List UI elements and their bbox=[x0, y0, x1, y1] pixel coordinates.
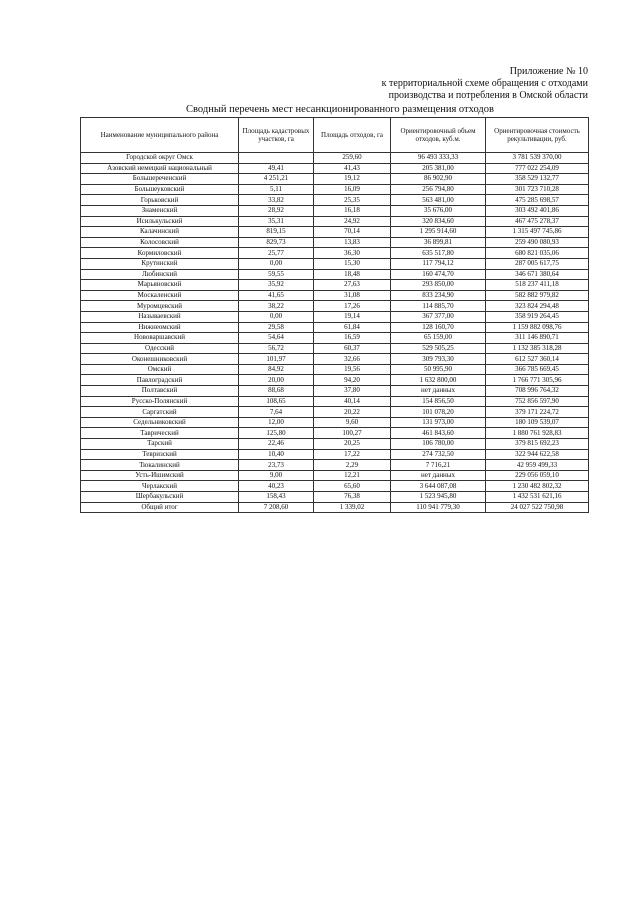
table-row bbox=[81, 163, 589, 174]
column-header-waste-volume: Ориентировочный объем отходов, куб.м. bbox=[391, 118, 486, 153]
cell-reclamation-cost: 180 109 539,07 bbox=[486, 417, 589, 428]
table-row bbox=[81, 174, 589, 185]
cell-waste-area: 20,22 bbox=[314, 407, 391, 418]
cell-cadastral-area: 4 251,21 bbox=[239, 174, 314, 185]
cell-cadastral-area: 59,55 bbox=[239, 269, 314, 280]
cell-waste-volume: нет данных bbox=[391, 386, 486, 397]
cell-waste-area: 31,08 bbox=[314, 290, 391, 301]
cell-district: Крутинский bbox=[81, 258, 239, 269]
table-row bbox=[81, 301, 589, 312]
cell-waste-volume: 256 794,80 bbox=[391, 184, 486, 195]
cell-district: Горьковский bbox=[81, 195, 239, 206]
table-row bbox=[81, 216, 589, 227]
cell-waste-area: 94,20 bbox=[314, 375, 391, 386]
cell-reclamation-cost: 1 766 771 305,96 bbox=[486, 375, 589, 386]
cell-waste-volume: 833 234,90 bbox=[391, 290, 486, 301]
cell-waste-volume: 96 493 333,33 bbox=[391, 153, 486, 164]
table-row bbox=[81, 386, 589, 397]
column-header-waste-area: Площадь отходов, га bbox=[314, 118, 391, 153]
cell-cadastral-area: 29,58 bbox=[239, 322, 314, 333]
cell-reclamation-cost: 467 475 278,37 bbox=[486, 216, 589, 227]
cell-waste-volume: 293 850,00 bbox=[391, 280, 486, 291]
cell-waste-area: 76,38 bbox=[314, 492, 391, 503]
column-header-district: Наименование муниципального района bbox=[81, 118, 239, 153]
cell-district: Омский bbox=[81, 364, 239, 375]
cell-cadastral-area: 7 208,60 bbox=[239, 502, 314, 513]
cell-waste-volume: 7 716,21 bbox=[391, 460, 486, 471]
cell-cadastral-area: 84,92 bbox=[239, 364, 314, 375]
cell-waste-area: 37,80 bbox=[314, 386, 391, 397]
cell-district: Тюкалинский bbox=[81, 460, 239, 471]
cell-waste-volume: 35 676,00 bbox=[391, 205, 486, 216]
cell-district: Калачинский bbox=[81, 227, 239, 238]
cell-reclamation-cost: 346 671 380,64 bbox=[486, 269, 589, 280]
table-row bbox=[81, 269, 589, 280]
cell-cadastral-area: 49,41 bbox=[239, 163, 314, 174]
cell-waste-area: 259,60 bbox=[314, 153, 391, 164]
table-row bbox=[81, 195, 589, 206]
cell-waste-area: 40,14 bbox=[314, 396, 391, 407]
table-header-row bbox=[81, 118, 589, 153]
cell-cadastral-area: 0,00 bbox=[239, 258, 314, 269]
table-row bbox=[81, 343, 589, 354]
cell-district: Любинский bbox=[81, 269, 239, 280]
cell-reclamation-cost: 366 785 669,45 bbox=[486, 364, 589, 375]
cell-reclamation-cost: 1 159 882 098,76 bbox=[486, 322, 589, 333]
table-row bbox=[81, 460, 589, 471]
cell-cadastral-area: 125,80 bbox=[239, 428, 314, 439]
cell-cadastral-area: 9,00 bbox=[239, 470, 314, 481]
cell-cadastral-area: 7,64 bbox=[239, 407, 314, 418]
table-row bbox=[81, 375, 589, 386]
cell-waste-volume: 274 732,50 bbox=[391, 449, 486, 460]
cell-reclamation-cost: 311 146 890,71 bbox=[486, 333, 589, 344]
cell-reclamation-cost: 777 022 254,09 bbox=[486, 163, 589, 174]
cell-cadastral-area: 12,00 bbox=[239, 417, 314, 428]
table-row bbox=[81, 153, 589, 164]
table-row bbox=[81, 396, 589, 407]
cell-district: Исилькульский bbox=[81, 216, 239, 227]
document-title: Сводный перечень мест несанкционированного размещения отходов bbox=[186, 104, 494, 115]
cell-reclamation-cost: 323 824 294,48 bbox=[486, 301, 589, 312]
cell-reclamation-cost: 322 944 622,58 bbox=[486, 449, 589, 460]
cell-reclamation-cost: 42 959 499,33 bbox=[486, 460, 589, 471]
cell-waste-area: 60,37 bbox=[314, 343, 391, 354]
cell-district: Шербакульский bbox=[81, 492, 239, 503]
cell-reclamation-cost: 475 285 698,57 bbox=[486, 195, 589, 206]
cell-waste-volume: 154 856,50 bbox=[391, 396, 486, 407]
cell-district: Марьяновский bbox=[81, 280, 239, 291]
summary-table bbox=[80, 117, 589, 513]
cell-waste-area: 12,21 bbox=[314, 470, 391, 481]
cell-reclamation-cost: 229 056 059,10 bbox=[486, 470, 589, 481]
cell-district: Черлакский bbox=[81, 481, 239, 492]
cell-district: Усть-Ишимский bbox=[81, 470, 239, 481]
cell-cadastral-area: 35,92 bbox=[239, 280, 314, 291]
table-row bbox=[81, 428, 589, 439]
cell-reclamation-cost: 259 490 080,93 bbox=[486, 237, 589, 248]
cell-waste-volume: 1 295 914,60 bbox=[391, 227, 486, 238]
cell-waste-volume: 461 843,60 bbox=[391, 428, 486, 439]
cell-reclamation-cost: 680 821 035,06 bbox=[486, 248, 589, 259]
table-row bbox=[81, 290, 589, 301]
table-row bbox=[81, 417, 589, 428]
cell-waste-volume: 529 505,25 bbox=[391, 343, 486, 354]
cell-cadastral-area: 158,43 bbox=[239, 492, 314, 503]
cell-cadastral-area: 829,73 bbox=[239, 237, 314, 248]
column-header-cadastral-area: Площадь кадастровых участков, га bbox=[239, 118, 314, 153]
cell-waste-area: 17,26 bbox=[314, 301, 391, 312]
cell-waste-area: 19,12 bbox=[314, 174, 391, 185]
cell-district: Русско-Полянский bbox=[81, 396, 239, 407]
table-row bbox=[81, 439, 589, 450]
cell-waste-area: 2,29 bbox=[314, 460, 391, 471]
cell-waste-area: 16,09 bbox=[314, 184, 391, 195]
cell-waste-volume: 205 381,00 bbox=[391, 163, 486, 174]
appendix-subtitle-line1: к территориальной схеме обращения с отходами bbox=[381, 78, 588, 89]
cell-waste-volume: 1 523 945,80 bbox=[391, 492, 486, 503]
table-row bbox=[81, 322, 589, 333]
cell-waste-area: 17,22 bbox=[314, 449, 391, 460]
cell-cadastral-area: 38,22 bbox=[239, 301, 314, 312]
cell-waste-area: 27,63 bbox=[314, 280, 391, 291]
table-row bbox=[81, 470, 589, 481]
cell-waste-area: 19,56 bbox=[314, 364, 391, 375]
table-row bbox=[81, 492, 589, 503]
cell-waste-area: 1 339,02 bbox=[314, 502, 391, 513]
cell-waste-area: 70,14 bbox=[314, 227, 391, 238]
cell-reclamation-cost: 582 882 979,82 bbox=[486, 290, 589, 301]
cell-waste-area: 24,92 bbox=[314, 216, 391, 227]
table-row bbox=[81, 407, 589, 418]
cell-reclamation-cost: 1 432 531 621,16 bbox=[486, 492, 589, 503]
cell-waste-volume: 320 834,60 bbox=[391, 216, 486, 227]
cell-reclamation-cost: 379 171 224,72 bbox=[486, 407, 589, 418]
cell-waste-volume: 635 517,80 bbox=[391, 248, 486, 259]
cell-district: Тевризский bbox=[81, 449, 239, 460]
cell-waste-volume: 65 159,00 bbox=[391, 333, 486, 344]
cell-reclamation-cost: 612 527 360,14 bbox=[486, 354, 589, 365]
cell-waste-volume: 128 160,70 bbox=[391, 322, 486, 333]
cell-waste-volume: 309 793,30 bbox=[391, 354, 486, 365]
cell-district: Саргатский bbox=[81, 407, 239, 418]
cell-cadastral-area: 33,82 bbox=[239, 195, 314, 206]
cell-cadastral-area: 23,73 bbox=[239, 460, 314, 471]
cell-waste-area: 32,66 bbox=[314, 354, 391, 365]
cell-waste-volume: 160 474,70 bbox=[391, 269, 486, 280]
cell-waste-area: 61,84 bbox=[314, 322, 391, 333]
table-row bbox=[81, 311, 589, 322]
cell-waste-area: 25,35 bbox=[314, 195, 391, 206]
cell-reclamation-cost: 358 919 264,45 bbox=[486, 311, 589, 322]
cell-district: Общий итог bbox=[81, 502, 239, 513]
cell-cadastral-area: 56,72 bbox=[239, 343, 314, 354]
cell-waste-volume: 50 995,90 bbox=[391, 364, 486, 375]
cell-cadastral-area: 41,65 bbox=[239, 290, 314, 301]
cell-waste-area: 18,48 bbox=[314, 269, 391, 280]
cell-district: Колосовский bbox=[81, 237, 239, 248]
cell-waste-volume: 563 481,00 bbox=[391, 195, 486, 206]
cell-district: Большереченский bbox=[81, 174, 239, 185]
cell-cadastral-area: 54,64 bbox=[239, 333, 314, 344]
cell-district: Седельниковский bbox=[81, 417, 239, 428]
cell-cadastral-area bbox=[239, 153, 314, 164]
table-header bbox=[81, 118, 589, 153]
cell-waste-volume: 86 902,90 bbox=[391, 174, 486, 185]
cell-district: Полтавский bbox=[81, 386, 239, 397]
cell-waste-volume: 117 794,12 bbox=[391, 258, 486, 269]
cell-waste-area: 13,83 bbox=[314, 237, 391, 248]
table-row bbox=[81, 227, 589, 238]
cell-waste-area: 19,14 bbox=[314, 311, 391, 322]
cell-waste-area: 15,30 bbox=[314, 258, 391, 269]
cell-district: Тарский bbox=[81, 439, 239, 450]
cell-waste-area: 65,60 bbox=[314, 481, 391, 492]
column-header-reclamation-cost: Ориентировочная стоимость рекультивации, руб. bbox=[486, 118, 589, 153]
cell-reclamation-cost: 3 781 539 370,00 bbox=[486, 153, 589, 164]
table-row bbox=[81, 481, 589, 492]
table-row bbox=[81, 237, 589, 248]
cell-reclamation-cost: 379 815 692,23 bbox=[486, 439, 589, 450]
cell-cadastral-area: 101,97 bbox=[239, 354, 314, 365]
cell-waste-area: 16,59 bbox=[314, 333, 391, 344]
cell-cadastral-area: 0,00 bbox=[239, 311, 314, 322]
cell-cadastral-area: 40,23 bbox=[239, 481, 314, 492]
cell-waste-volume: 131 973,00 bbox=[391, 417, 486, 428]
cell-reclamation-cost: 301 723 710,28 bbox=[486, 184, 589, 195]
table-row bbox=[81, 333, 589, 344]
cell-cadastral-area: 35,31 bbox=[239, 216, 314, 227]
cell-waste-area: 9,60 bbox=[314, 417, 391, 428]
table-body bbox=[81, 153, 589, 513]
cell-reclamation-cost: 1 880 761 928,83 bbox=[486, 428, 589, 439]
cell-reclamation-cost: 1 230 482 802,32 bbox=[486, 481, 589, 492]
appendix-header bbox=[382, 66, 588, 102]
cell-district: Городской округ Омск bbox=[81, 153, 239, 164]
cell-district: Павлоградский bbox=[81, 375, 239, 386]
cell-waste-volume: 3 644 087,08 bbox=[391, 481, 486, 492]
cell-district: Нововаршавский bbox=[81, 333, 239, 344]
cell-cadastral-area: 88,68 bbox=[239, 386, 314, 397]
cell-reclamation-cost: 358 529 132,77 bbox=[486, 174, 589, 185]
cell-cadastral-area: 5,11 bbox=[239, 184, 314, 195]
cell-waste-volume: 36 899,81 bbox=[391, 237, 486, 248]
table-row bbox=[81, 354, 589, 365]
cell-district: Знаменский bbox=[81, 205, 239, 216]
cell-reclamation-cost: 1 315 497 745,86 bbox=[486, 227, 589, 238]
table-row bbox=[81, 248, 589, 259]
table-row bbox=[81, 205, 589, 216]
cell-waste-volume: 110 941 779,30 bbox=[391, 502, 486, 513]
cell-waste-volume: 367 377,00 bbox=[391, 311, 486, 322]
cell-cadastral-area: 22,46 bbox=[239, 439, 314, 450]
cell-district: Азовский немецкий национальный bbox=[81, 163, 239, 174]
cell-waste-volume: 114 885,70 bbox=[391, 301, 486, 312]
cell-district: Оконешниковский bbox=[81, 354, 239, 365]
cell-district: Большеуковский bbox=[81, 184, 239, 195]
cell-cadastral-area: 819,15 bbox=[239, 227, 314, 238]
table-row bbox=[81, 280, 589, 291]
cell-cadastral-area: 20,00 bbox=[239, 375, 314, 386]
table-row bbox=[81, 449, 589, 460]
cell-cadastral-area: 25,77 bbox=[239, 248, 314, 259]
cell-waste-area: 16,18 bbox=[314, 205, 391, 216]
cell-waste-volume: 101 078,20 bbox=[391, 407, 486, 418]
cell-district: Таврический bbox=[81, 428, 239, 439]
cell-reclamation-cost: 752 856 597,90 bbox=[486, 396, 589, 407]
cell-waste-area: 36,30 bbox=[314, 248, 391, 259]
cell-district: Кормиловский bbox=[81, 248, 239, 259]
appendix-subtitle-line2: производства и потребления в Омской области bbox=[388, 90, 588, 101]
cell-reclamation-cost: 24 027 522 750,98 bbox=[486, 502, 589, 513]
table-row bbox=[81, 258, 589, 269]
cell-waste-volume: 1 632 800,00 bbox=[391, 375, 486, 386]
cell-cadastral-area: 28,92 bbox=[239, 205, 314, 216]
cell-waste-volume: 106 780,00 bbox=[391, 439, 486, 450]
cell-reclamation-cost: 1 132 385 318,28 bbox=[486, 343, 589, 354]
cell-reclamation-cost: 708 996 764,32 bbox=[486, 386, 589, 397]
cell-district: Нижнеомский bbox=[81, 322, 239, 333]
cell-district: Одесский bbox=[81, 343, 239, 354]
cell-waste-area: 100,27 bbox=[314, 428, 391, 439]
table-row bbox=[81, 184, 589, 195]
cell-waste-area: 41,43 bbox=[314, 163, 391, 174]
cell-district: Москаленский bbox=[81, 290, 239, 301]
appendix-number: Приложение № 10 bbox=[509, 66, 588, 77]
cell-reclamation-cost: 518 237 411,18 bbox=[486, 280, 589, 291]
cell-cadastral-area: 10,40 bbox=[239, 449, 314, 460]
cell-district: Муромцевский bbox=[81, 301, 239, 312]
cell-district: Называевский bbox=[81, 311, 239, 322]
cell-waste-area: 20,25 bbox=[314, 439, 391, 450]
table-total-row bbox=[81, 502, 589, 513]
cell-waste-volume: нет данных bbox=[391, 470, 486, 481]
cell-reclamation-cost: 287 005 617,75 bbox=[486, 258, 589, 269]
table-row bbox=[81, 364, 589, 375]
cell-cadastral-area: 108,65 bbox=[239, 396, 314, 407]
cell-reclamation-cost: 303 492 401,86 bbox=[486, 205, 589, 216]
